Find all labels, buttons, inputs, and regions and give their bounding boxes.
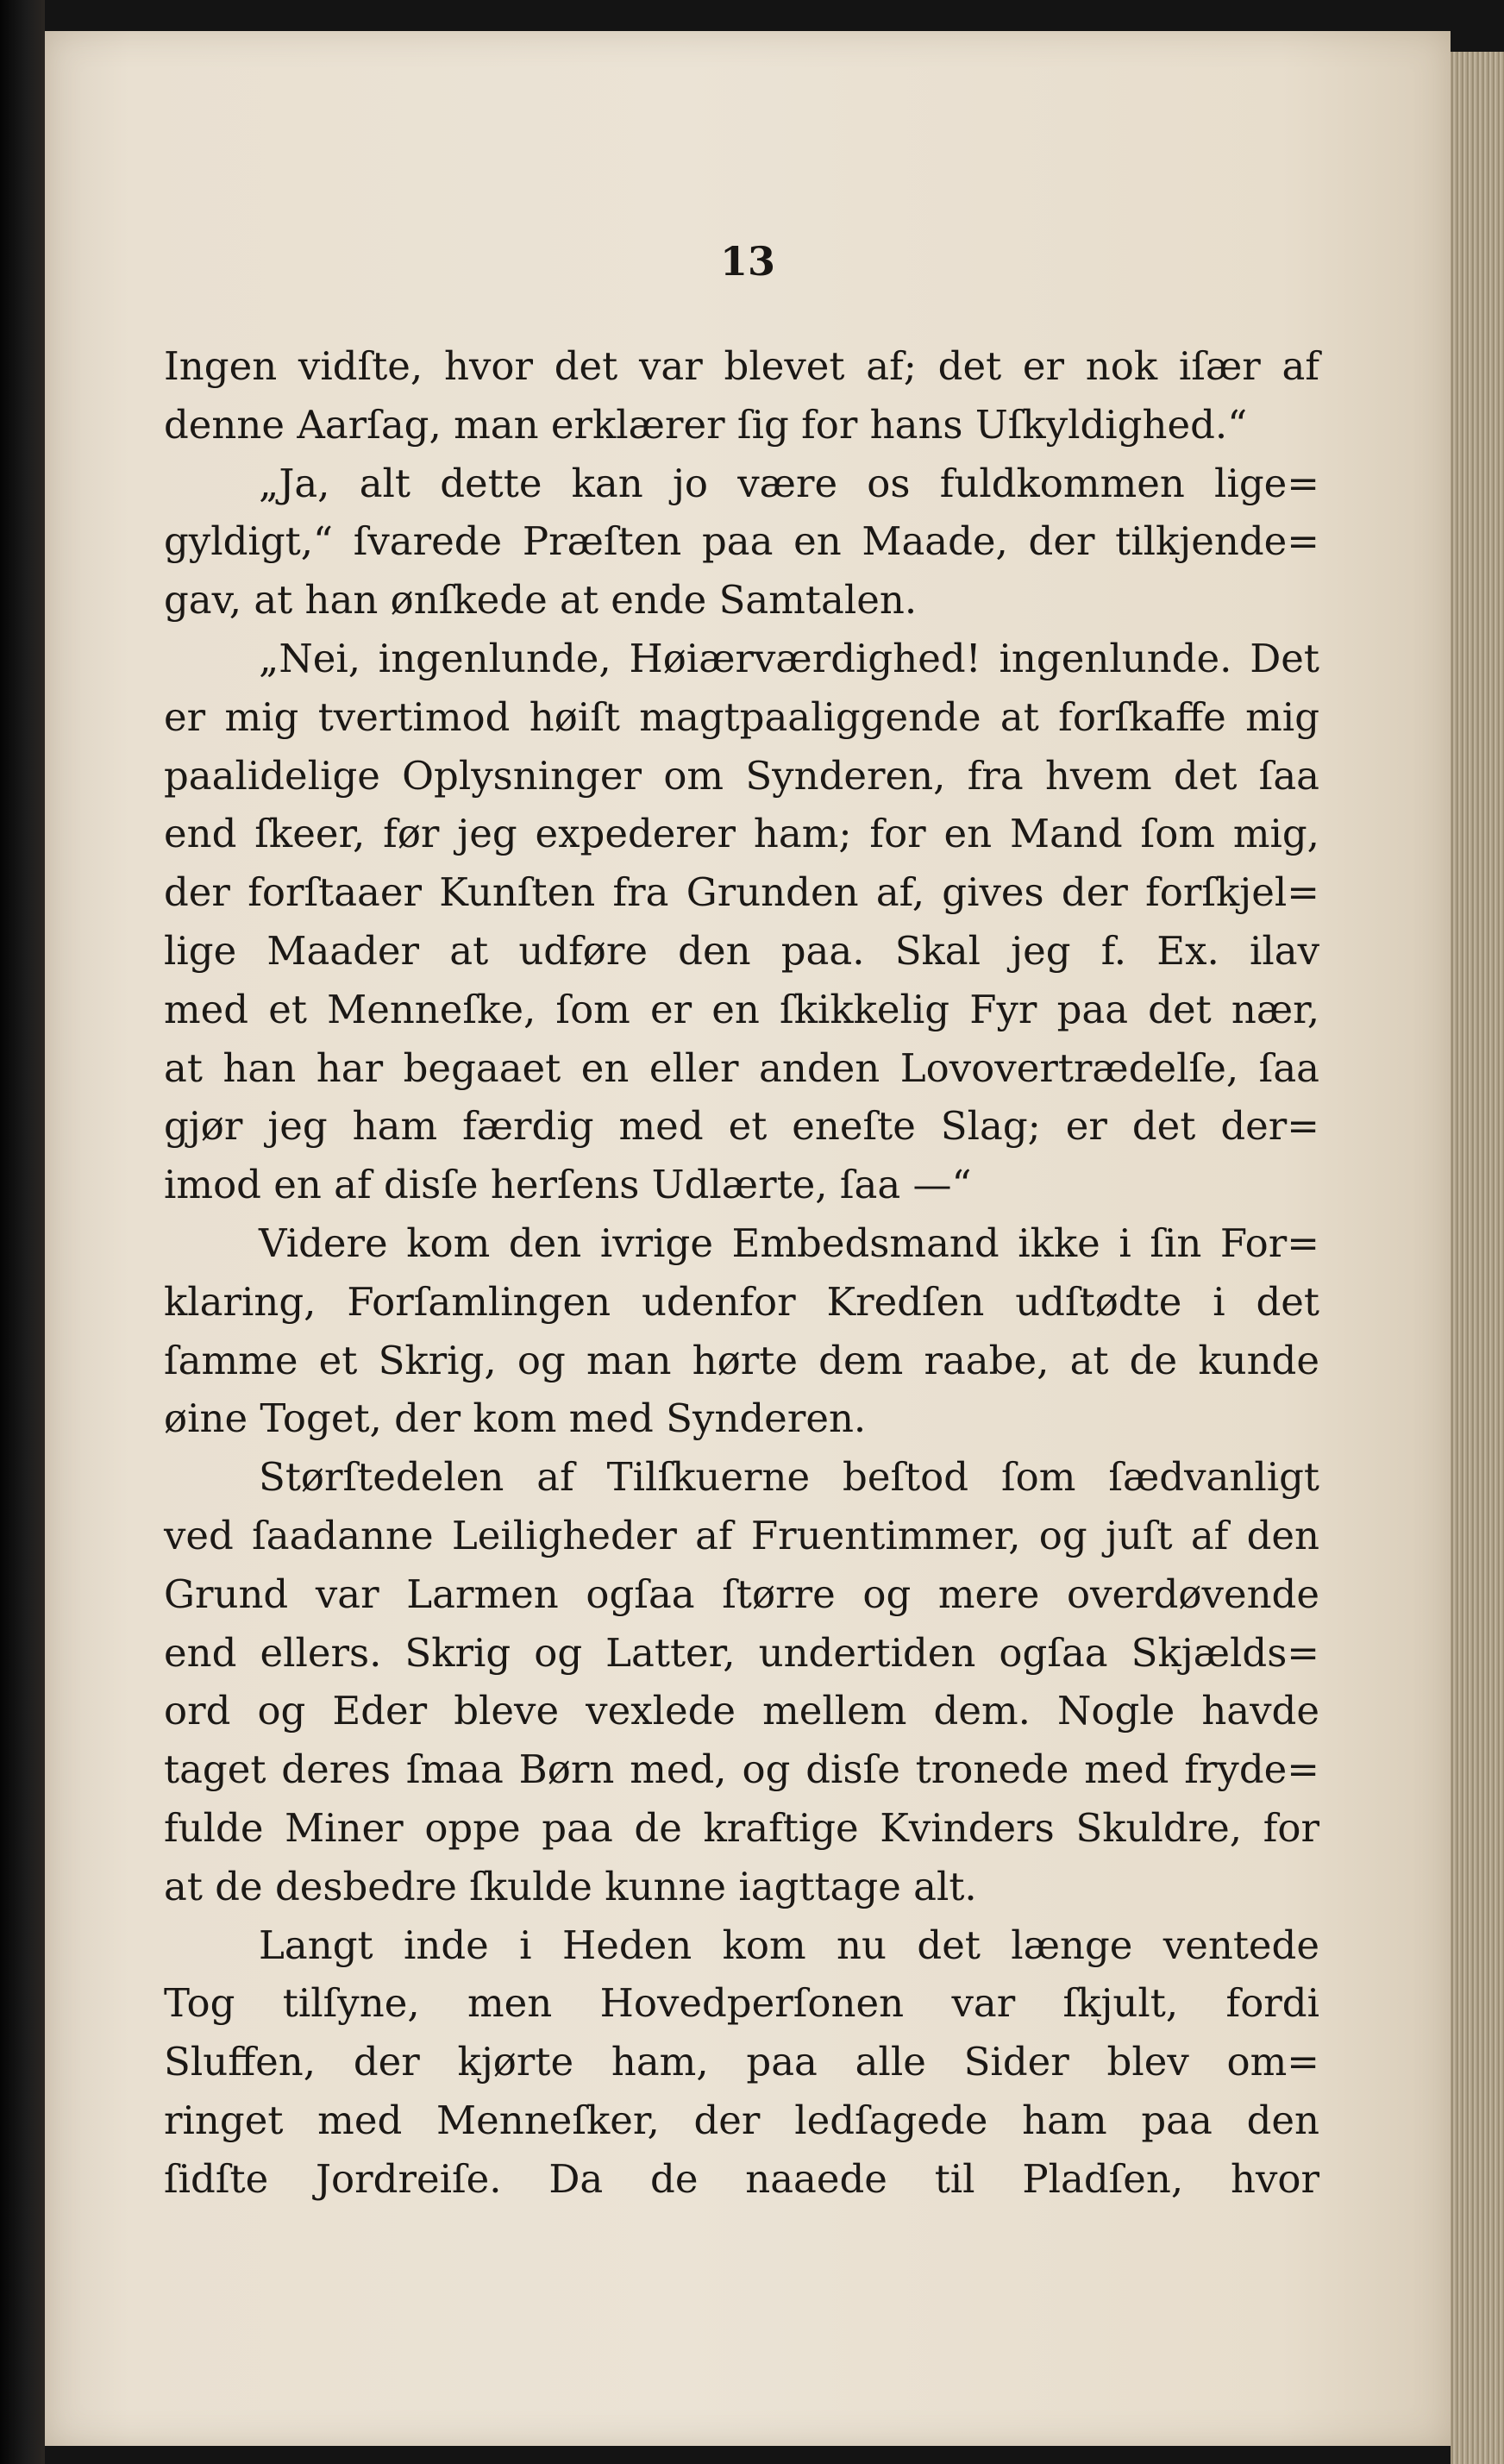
- text-line: Videre kom den ivrige Embedsmand ikke i ſin For=: [259, 1219, 1319, 1266]
- text-line: „Nei, ingenlunde, Høiærværdighed! ingenlunde. Det: [259, 635, 1319, 681]
- text-line: at de desbedre ſkulde kunne iagttage alt.: [164, 1863, 977, 1909]
- text-line: Sluffen, der kjørte ham, paa alle Sider blev om=: [164, 2039, 1319, 2085]
- text-line: Langt inde i Heden kom nu det længe ventede: [259, 1922, 1319, 1968]
- page-edges: [1451, 52, 1504, 2464]
- text-line: „Ja, alt dette kan jo være os fuldkommen lige=: [259, 460, 1319, 506]
- text-line: end ſkeer, før jeg expederer ham; for en Mand ſom mig,: [164, 811, 1319, 857]
- text-line: fulde Miner oppe paa de kraftige Kvinders Skuldre, for: [164, 1804, 1319, 1851]
- text-line: gav, at han ønſkede at ende Samtalen.: [164, 577, 918, 624]
- text-line: ord og Eder bleve vexlede mellem dem. Nogle havde: [164, 1688, 1319, 1734]
- text-line: klaring, Forſamlingen udenfor Kredſen udſtødte i det: [164, 1278, 1319, 1325]
- text-line: ſidſte Jordreiſe. Da de naaede til Pladſen, hvor: [164, 2155, 1319, 2202]
- body-text: [164, 337, 1319, 2209]
- book-spine-shadow: [0, 0, 45, 2464]
- text-line: er mig tvertimod høiſt magtpaaliggende at forſkaffe mig: [164, 693, 1319, 740]
- text-line: imod en af disſe herſens Udlærte, ſaa —“: [164, 1162, 972, 1208]
- text-line: der forſtaaer Kunſten fra Grunden af, gives der forſkjel=: [164, 869, 1319, 916]
- text-line: Ingen vidſte, hvor det var blevet af; det er nok iſær af: [164, 343, 1319, 389]
- text-line: Grund var Larmen ogſaa ſtørre og mere overdøvende: [164, 1571, 1319, 1617]
- page-sheet: [45, 31, 1451, 2446]
- text-line: Tog tilſyne, men Hovedperſonen var ſkjult, fordi: [164, 1980, 1319, 2027]
- text-line: øine Toget, der kom med Synderen.: [164, 1395, 867, 1442]
- text-line: gjør jeg ham færdig med et eneſte Slag; er det der=: [164, 1103, 1319, 1150]
- text-line: denne Aarſag, man erklærer ſig for hans Uſkyldighed.“: [164, 401, 1248, 448]
- text-line: taget deres ſmaa Børn med, og disſe tronede med fryde=: [164, 1746, 1319, 1793]
- text-line: lige Maader at udføre den paa. Skal jeg f. Ex. ilav: [164, 927, 1319, 974]
- text-line: Størſtedelen af Tilſkuerne beſtod ſom ſædvanligt: [259, 1454, 1319, 1501]
- text-line: paalidelige Oplysninger om Synderen, fra hvem det ſaa: [164, 752, 1319, 799]
- text-line: gyldigt,“ ſvarede Præſten paa en Maade, der tilkjende=: [164, 518, 1319, 565]
- text-line: ſamme et Skrig, og man hørte dem raabe, at de kunde: [164, 1337, 1319, 1383]
- text-line: ved ſaadanne Leiligheder af Fruentimmer, og juſt af den: [164, 1512, 1319, 1558]
- text-line: ringet med Menneſker, der ledſagede ham paa den: [164, 2097, 1319, 2143]
- text-line: end ellers. Skrig og Latter, undertiden ogſaa Skjælds=: [164, 1629, 1319, 1676]
- text-line: med et Menneſke, ſom er en ſkikkelig Fyr paa det nær,: [164, 986, 1319, 1032]
- text-line: at han har begaaet en eller anden Lovovertrædelſe, ſaa: [164, 1044, 1319, 1091]
- page-number: 13: [719, 238, 775, 285]
